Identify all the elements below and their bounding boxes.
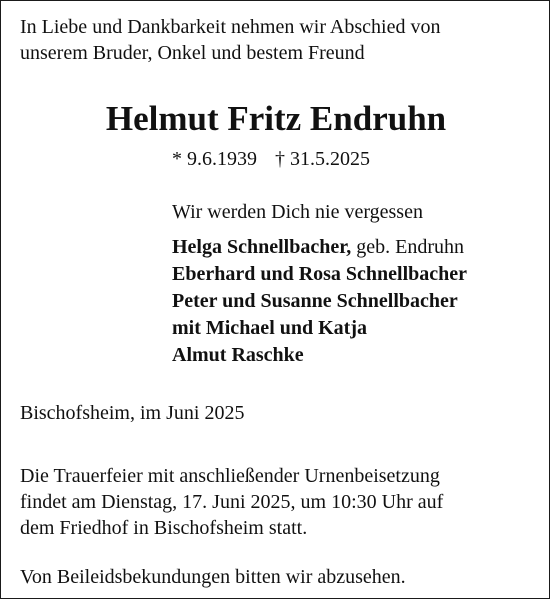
closing-note: Von Beileidsbekundungen bitten wir abzusehen.: [20, 566, 406, 588]
place-date: Bischofsheim, im Juni 2025: [20, 402, 245, 424]
mourner-line: [172, 234, 467, 261]
mourners-list: [172, 234, 467, 369]
mourner-name: mit Michael und Katja: [172, 317, 367, 339]
mourner-name: Peter und Susanne Schnellbacher: [172, 290, 458, 312]
ceremony-info: [20, 463, 443, 541]
deceased-name: Helmut Fritz Endruhn: [105, 99, 447, 138]
mourner-name: Helga Schnellbacher,: [172, 236, 352, 258]
mourner-name: Eberhard und Rosa Schnellbacher: [172, 263, 468, 285]
intro-line-1: In Liebe und Dankbarkeit nehmen wir Abschied von: [20, 16, 441, 38]
mourner-name: Almut Raschke: [172, 344, 304, 366]
mourner-line: [172, 315, 467, 342]
motto-text: Wir werden Dich nie vergessen: [172, 201, 423, 223]
life-dates: [172, 146, 370, 172]
ceremony-line-2: findet am Dienstag, 17. Juni 2025, um 10:30 Uhr auf: [20, 491, 444, 513]
mourner-line: [172, 342, 467, 369]
mourner-note: geb. Endruhn: [351, 236, 465, 258]
mourner-line: [172, 261, 467, 288]
intro-text: [20, 14, 440, 66]
ceremony-line-1: Die Trauerfeier mit anschließender Urnenbeisetzung: [20, 465, 440, 487]
intro-line-2: unserem Bruder, Onkel und bestem Freund: [20, 42, 365, 64]
mourner-line: [172, 288, 467, 315]
ceremony-line-3: dem Friedhof in Bischofsheim statt.: [20, 517, 308, 539]
death-date: † 31.5.2025: [275, 148, 370, 170]
birth-date: * 9.6.1939: [172, 148, 257, 170]
